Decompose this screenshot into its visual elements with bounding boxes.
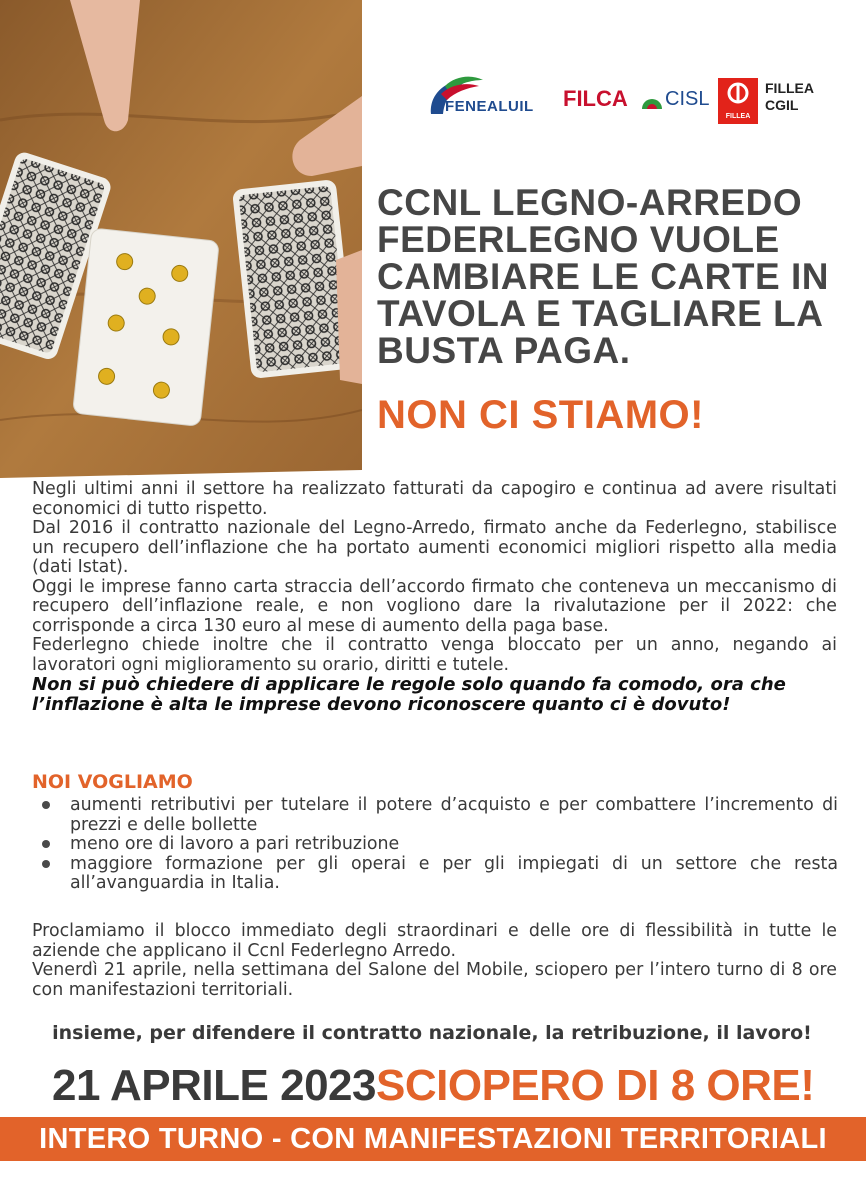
proclamation: [32, 922, 837, 1000]
bullet-icon: [42, 860, 50, 868]
fillea-box-label: FILLEA: [725, 113, 751, 120]
list-item-text: maggiore formazione per gli operai e per gli impiegati di un settore che resta all’avanguardia in Italia.: [70, 853, 838, 893]
fillea-emblem-icon: [718, 78, 758, 108]
fenealuil-logo-text: FENEALUIL: [445, 98, 534, 115]
strike-date: 21 APRILE 2023: [52, 1061, 376, 1110]
subheadline: NON CI STIAMO!: [377, 393, 704, 437]
proclamation-paragraph: Venerdì 21 aprile, nella settimana del Salone del Mobile, sciopero per l’intero turno di 8 ore con manifestazioni territoriali.: [32, 960, 837, 1000]
filca-logo-text: FILCA: [563, 86, 628, 111]
together-slogan: insieme, per difendere il contratto nazionale, la retribuzione, il lavoro!: [52, 1022, 812, 1044]
fenealuil-logo: [425, 74, 550, 126]
body-paragraph: Oggi le imprese fanno carta straccia dell’accordo firmato che conteneva un meccanismo di recupero dell’inflazione reale, e non vogliono dare la rivalutazione per il 2022: che corrisponde a circa 130 euro al mese di aumento della paga base.: [32, 576, 837, 636]
bottom-banner: INTERO TURNO - CON MANIFESTAZIONI TERRITORIALI: [0, 1117, 866, 1161]
fillea-red-box: [718, 78, 758, 124]
headline-line: FEDERLEGNO VUOLE: [377, 219, 780, 260]
cgil-logo-text: CGIL: [765, 97, 799, 113]
fillea-cgil-logo: [718, 76, 838, 124]
headline-line: BUSTA PAGA.: [377, 330, 631, 371]
demands-title: NOI VOGLIAMO: [32, 771, 193, 793]
fillea-logo-text: FILLEA: [765, 80, 814, 96]
bullet-icon: [42, 801, 50, 809]
bullet-icon: [42, 840, 50, 848]
filca-cisl-logo: [563, 84, 713, 124]
headline-line: TAVOLA E TAGLIARE LA: [377, 293, 824, 334]
cisl-tricolor-icon: [641, 94, 663, 110]
body-paragraph: Federlegno chiede inoltre che il contratto venga bloccato per un anno, negando ai lavoratori ogni miglioramento su orario, diritti e tutele.: [32, 635, 837, 675]
demands-list: [38, 796, 838, 894]
emphasis-paragraph: Non si può chiedere di applicare le regole solo quando fa comodo, ora che l’inflazione è alta le imprese devono riconoscere quanto ci è dovuto!: [32, 674, 786, 715]
playing-cards-photo: [0, 0, 362, 478]
body-paragraph: Dal 2016 il contratto nazionale del Legno-Arredo, firmato anche da Federlegno, stabilisce un recupero dell’inflazione che ha portato aumenti economici migliori rispetto alla media (dati Istat).: [32, 518, 837, 577]
list-item: [38, 855, 838, 894]
cards-illustration: [0, 0, 362, 478]
union-logos: [425, 70, 845, 130]
proclamation-paragraph: Proclamiamo il blocco immediato degli straordinari e delle ore di flessibilità in tutte le aziende che applicano il Ccnl Federlegno Arredo.: [32, 921, 837, 961]
headline-line: CCNL LEGNO-ARREDO: [377, 182, 803, 223]
body-text: [32, 480, 837, 714]
list-item: [38, 835, 838, 855]
headline-line: CAMBIARE LE CARTE IN: [377, 256, 829, 297]
headline: [377, 184, 857, 369]
strike-label: SCIOPERO DI 8 ORE!: [376, 1061, 815, 1110]
list-item: [38, 796, 838, 835]
list-item-text: meno ore di lavoro a pari retribuzione: [70, 834, 400, 854]
list-item-text: aumenti retributivi per tutelare il potere d’acquisto e per combattere l’incremento di prezzi e delle bollette: [70, 795, 838, 835]
body-paragraph: Negli ultimi anni il settore ha realizzato fatturati da capogiro e continua ad avere risultati economici di tutto rispetto.: [32, 479, 837, 519]
strike-date-line: [52, 1061, 852, 1111]
cisl-logo-text: CISL: [665, 88, 710, 110]
